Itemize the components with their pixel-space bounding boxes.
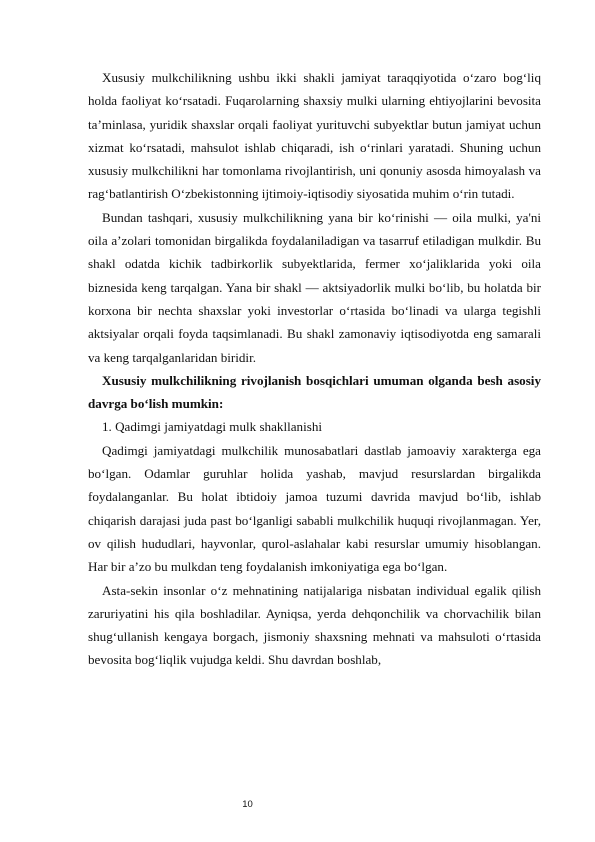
paragraph-private-property-forms: Xususiy mulkchilikning ushbu ikki shakli jamiyat taraqqiyotida o‘zaro bog‘liq holda faoliyat ko‘rsatadi. Fuqarolarning shaxsiy mulki ularning ehtiyojlarini bevosita ta’minlasa, yuridik shaxslar orqali faoliyat yurituvchi subyektlar butun jamiyat uchun xizmat ko‘rsatadi, mahsulot ishlab chiqaradi, ish o‘rinlari yaratadi. Shuning uchun xususiy mulkchilikni har tomonlama rivojlantirish, uni qonuniy asosda himoyalash va rag‘batlantirish O‘zbekistonning ijtimoiy-iqtisodiy siyosatida muhim o‘rin tutadi. (88, 70, 541, 202)
paragraph-ancient-society: Qadimgi jamiyatdagi mulkchilik munosabatlari dastlab jamoaviy xarakterga ega bo‘lgan. Odamlar guruhlar holida yashab, mavjud resurslardan birgalikda foydalanganlar. Bu holat ibtidoiy jamoa tuzumi davrida mavjud bo‘lib, ishlab chiqarish darajasi juda past bo‘lganligi sababli mulkchilik huquqi rivojlanmagan. Yer, ov qilish hududlari, hayvonlar, qurol-aslahalar kabi resurslar umumiy hisoblangan. Har bir a’zo bu mulkdan teng foydalanish imkoniyatiga ega bo‘lgan. (88, 442, 541, 575)
paragraph-individual-ownership: Asta-sekin insonlar o‘z mehnatining natijalariga nisbatan individual egalik qilish zaruriyatini his qila boshladilar. Ayniqsa, yerda dehqonchilik va chorvachilik bilan shug‘ullanish kengaya borgach, jismoniy shaxsning mehnati va mahsuloti o‘rtasida bevosita bog‘liqlik vujudga keldi. Shu davrdan boshlab, (88, 582, 541, 668)
paragraph-development-stages-heading: Xususiy mulkchilikning rivojlanish bosqichlari umuman olganda besh asosiy davrga bo‘lish mumkin: (88, 372, 541, 412)
page-number: 10 (242, 799, 253, 810)
paragraph-stage-one-title: 1. Qadimgi jamiyatdagi mulk shakllanishi (102, 419, 323, 435)
document-page (88, 66, 541, 672)
paragraph-family-and-joint-stock-property: Bundan tashqari, xususiy mulkchilikning yana bir ko‘rinishi — oila mulki, ya'ni oila a’zolari tomonidan birgalikda foydalaniladigan va tasarruf etiladigan mulkdir. Bu shakl odatda kichik tadbirkorlik subyektlarida, fermer xo‘jaliklarida yoki oila biznesida keng tarqalgan. Yana bir shakl — aktsiyadorlik mulki bo‘lib, bu holatda bir korxona bir nechta shaxslar yoki investorlar o‘rtasida bo‘linadi va ularga tegishli aktsiyalar orqali foyda taqsimlanadi. Bu shakl zamonaviy iqtisodiyotda eng samarali va keng tarqalganlaridan biridir. (88, 209, 541, 365)
